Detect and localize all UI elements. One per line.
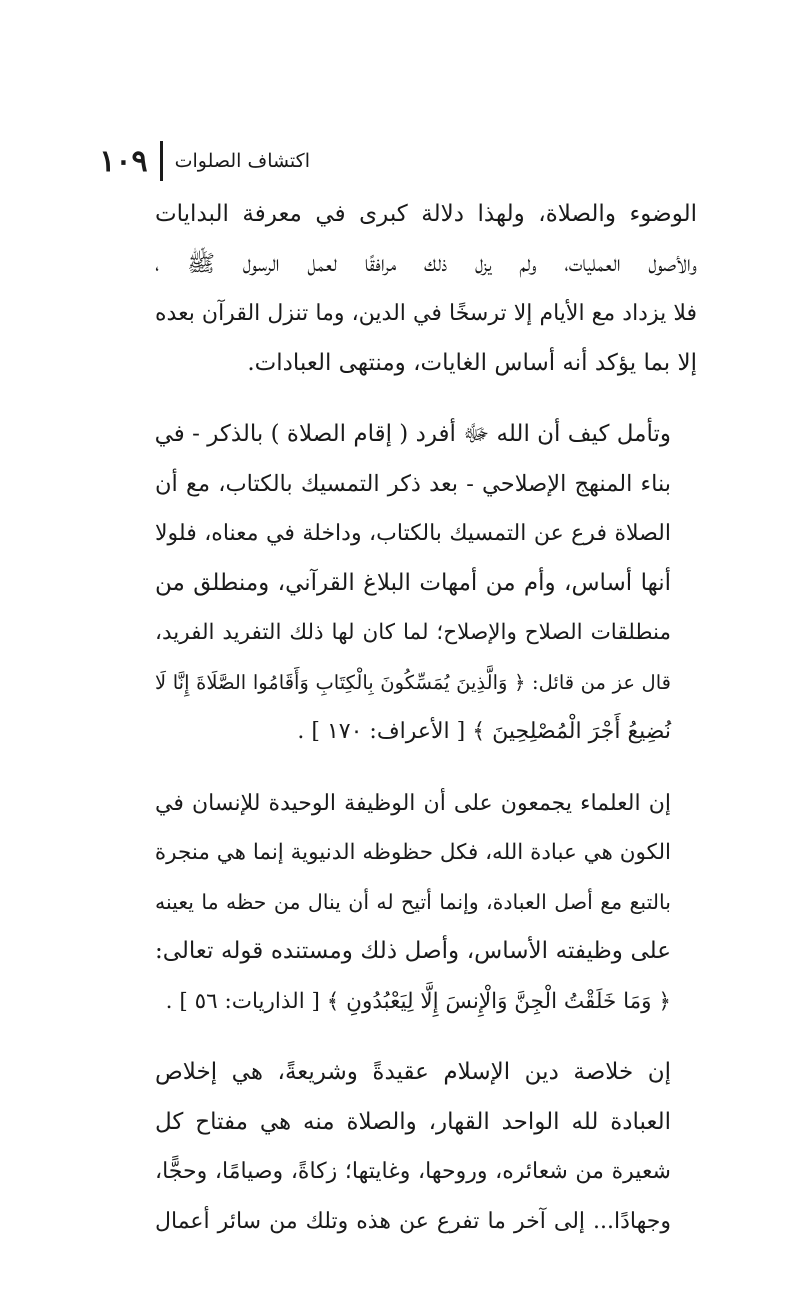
paragraph-3 [155,779,697,1027]
text-line: إن خلاصة دين الإسلام عقيدةً وشريعةً، هي إخلاص [155,1059,671,1085]
paragraph-4 [155,1048,697,1246]
text-line: إن العلماء يجمعون على أن الوظيفة الوحيدة للإنسان في [155,790,671,816]
running-head [90,140,310,182]
text-line: الكون هي عبادة الله، فكل حظوظه الدنيوية إنما هي منجرة [154,840,671,865]
text-line: على وظيفته الأساس، وأصل ذلك ومستنده قوله تعالى: [155,938,671,964]
text-line: وجهادًا... إلى آخر ما تفرع عن هذه وتلك من سائر أعمال [155,1208,671,1234]
text-line: فلا يزداد مع الأيام إلا ترسخًا في الدين، وما تنزل القرآن بعده [155,301,697,326]
paragraph-1 [155,190,697,388]
header-divider [160,141,163,181]
text-line: منطلقات الصلاح والإصلاح؛ لما كان لها ذلك التفريد الفريد، [155,620,671,645]
text-line: والأصول العمليات، ولم يزل ذلك مرافقًا لعمل الرسول ﷺ ، [155,250,698,277]
text-line: العبادة لله الواحد القهار، والصلاة منه هي مفتاح كل [155,1108,671,1135]
quran-verse-line: نُضِيعُ أَجْرَ الْمُصْلِحِينَ ﴾ [ الأعراف: ١٧٠ ] . [297,719,671,744]
quran-verse-line: ﴿ وَمَا خَلَقْتُ الْجِنَّ وَالْإِنسَ إِلَّا لِيَعْبُدُونِ ﴾ [ الذاريات: ٥٦ ] . [165,988,671,1014]
text-line: إلا بما يؤكد أنه أساس الغايات، ومنتهى العبادات. [247,349,697,376]
text-line: وتأمل كيف أن الله ﷻ أفرد ( إقام الصلاة ) بالذكر - في [154,421,671,447]
text-line: أنها أساس، وأم من أمهات البلاغ القرآني، ومنطلق من [155,569,671,596]
page-number: ١٠٩ [99,143,148,179]
text-line: الوضوء والصلاة، ولهذا دلالة كبرى في معرفة البدايات [155,201,697,227]
text-line: شعيرة من شعائره، وروحها، وغايتها؛ زكاةً، وصيامًا، وحجًّا، [155,1159,671,1184]
body-text [155,190,697,1246]
text-line: بناء المنهج الإصلاحي - بعد ذكر التمسيك بالكتاب، مع أن [155,470,671,497]
text-line: الصلاة فرع عن التمسيك بالكتاب، وداخلة في معناه، فلولا [155,521,671,546]
text-line: بالتبع مع أصل العبادة، وإنما أتيح له أن ينال من حظه ما يعينه [155,889,671,914]
paragraph-2 [155,410,697,757]
running-title: اكتشاف الصلوات [174,150,310,172]
quran-verse-line: قال عز من قائل: ﴿ وَالَّذِينَ يُمَسِّكُونَ بِالْكِتَابِ وَأَقَامُوا الصَّلَاةَ إِنَّا لَا [155,670,671,694]
